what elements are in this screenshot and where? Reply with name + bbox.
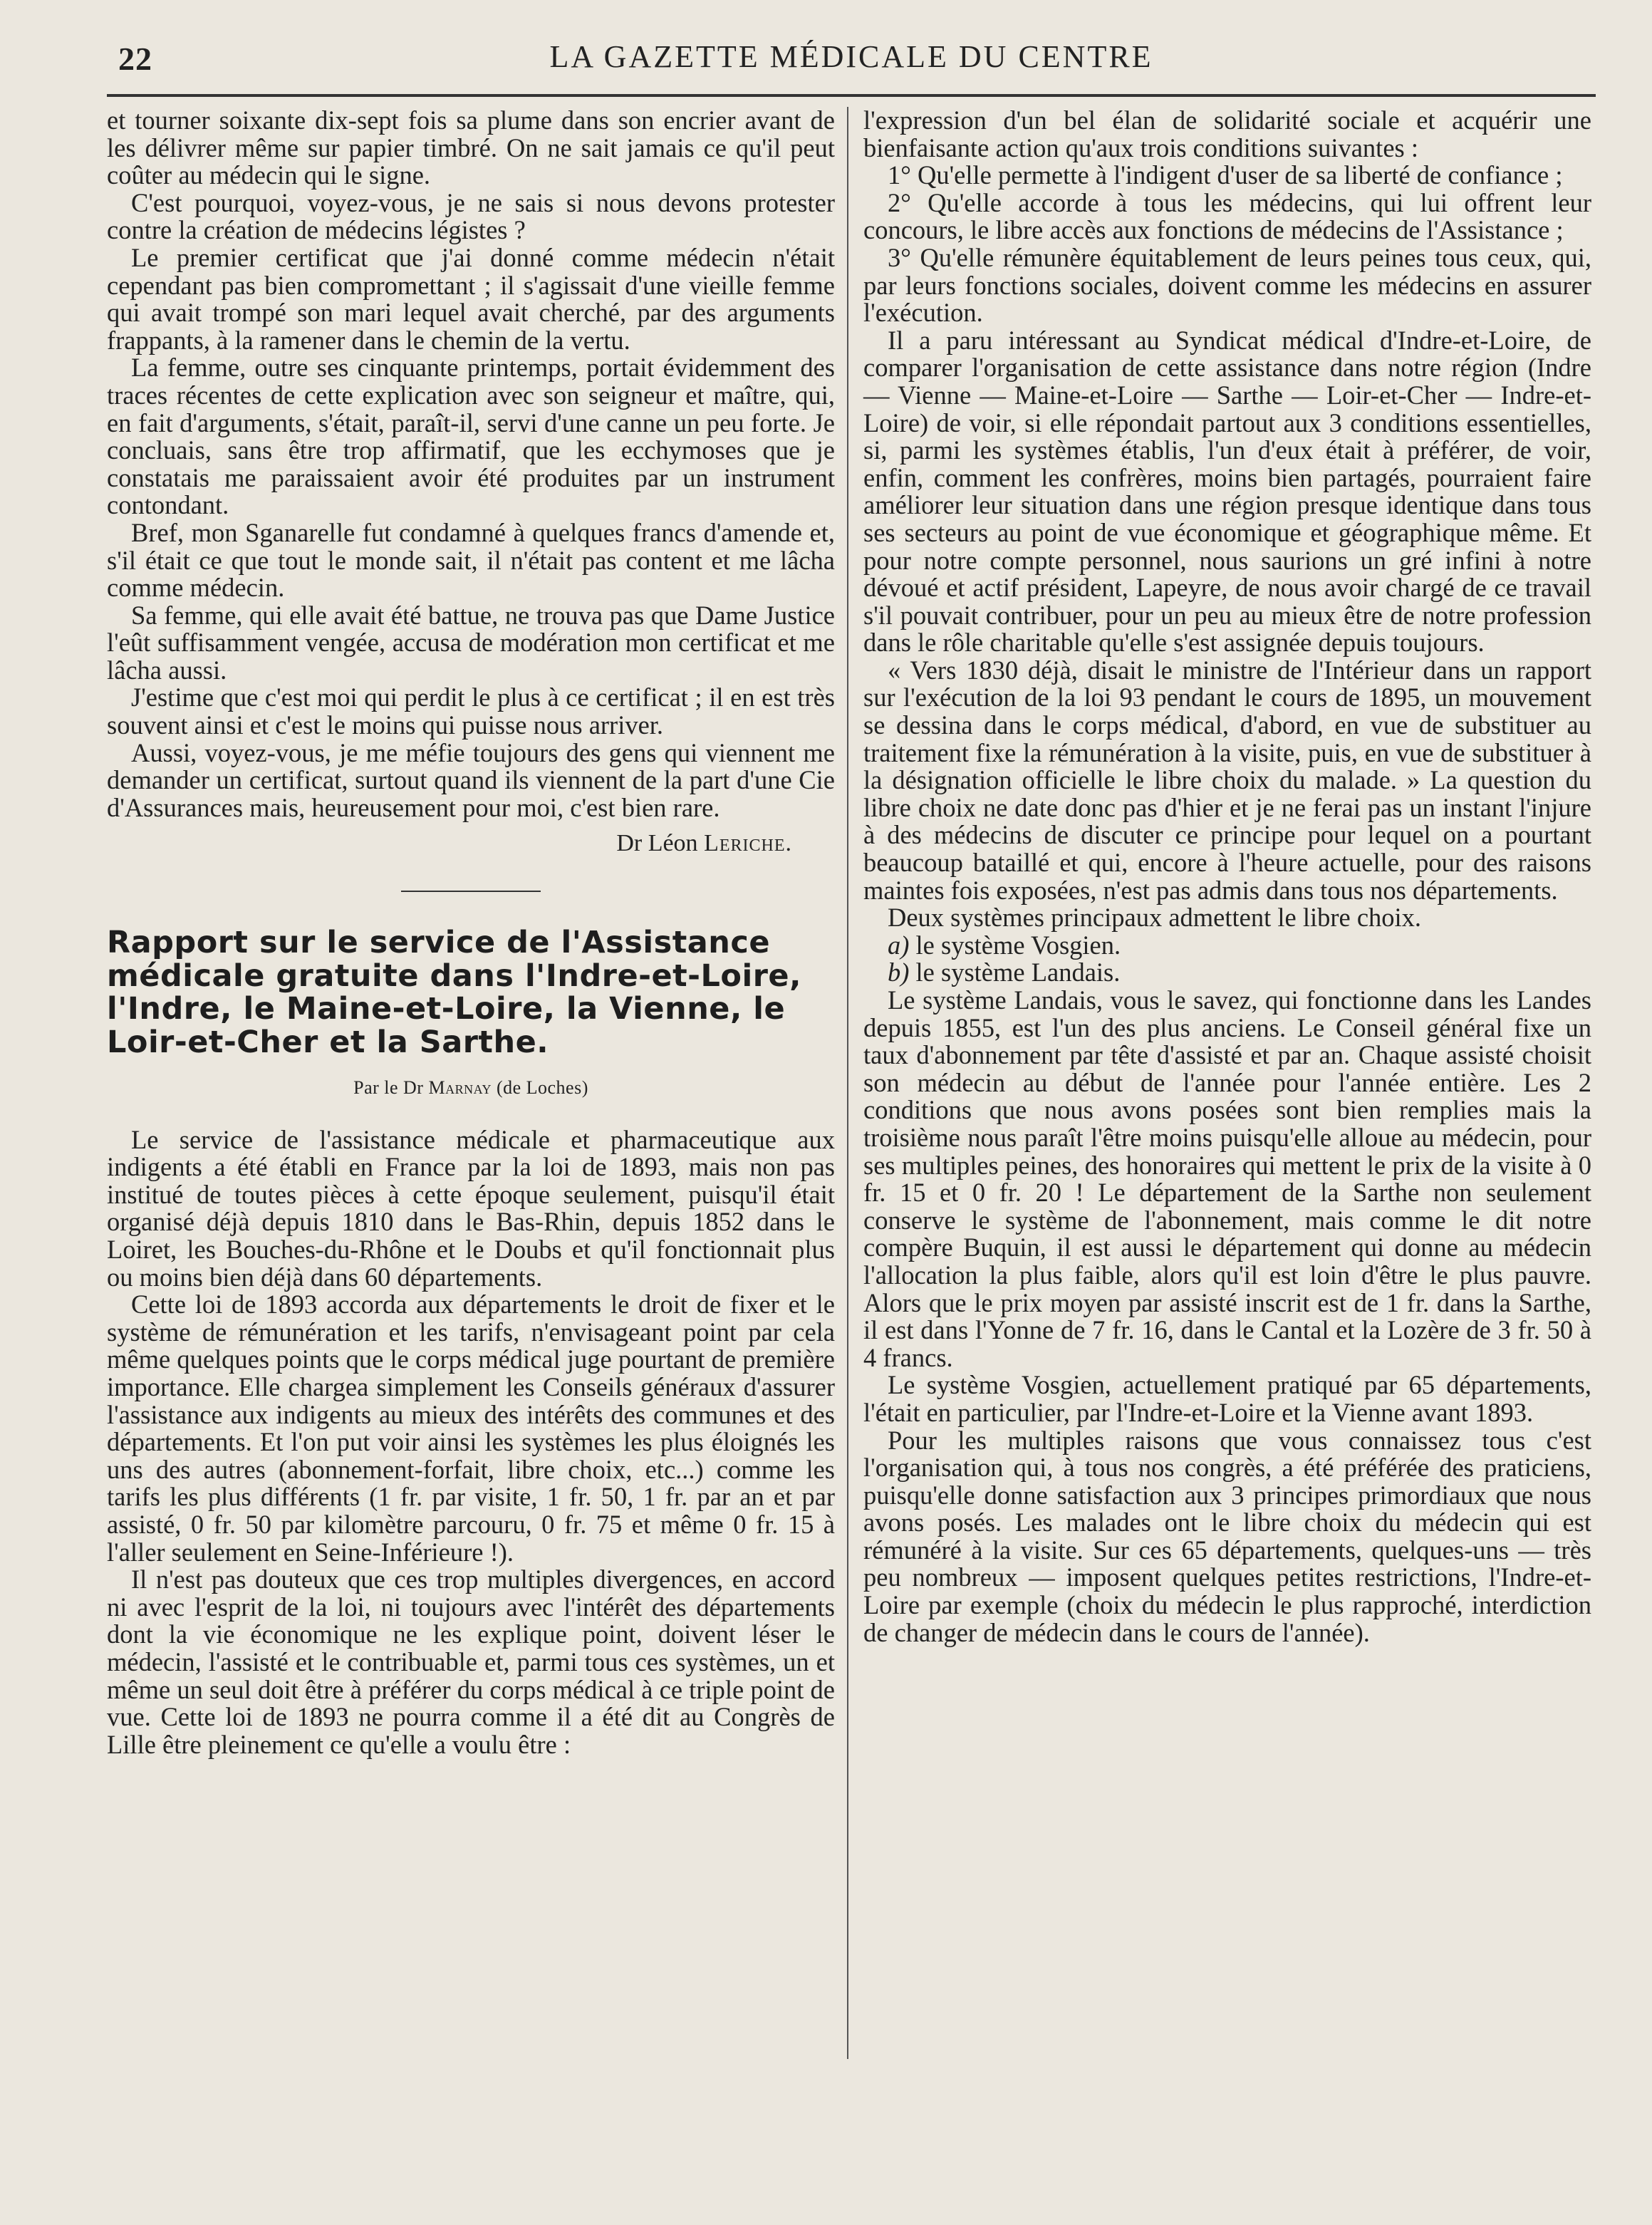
byline-suffix: (de Loches) — [496, 1077, 588, 1099]
paragraph: Le système Vosgien, actuellement pratiqué par 65 départements, l'était en particulier, par l'Indre-et-Loire et la Vienne avant 1893. — [863, 1370, 1591, 1427]
paragraph: J'estime que c'est moi qui perdit le plus à ce certificat ; il en est très souvent ainsi et c'est le moins qui puisse nous arriver. — [107, 683, 835, 740]
list-item — [863, 959, 1591, 987]
paragraph: Cette loi de 1893 accorda aux départements le droit de fixer et le système de rémunération et les tarifs, n'envisageant point par cela même quelques points que le corps médical juge pourtant de première importance. Elle chargea simplement les Conseils généraux d'assurer l'assistance aux indigents au mieux des intérêts des communes et des départements. Et l'on put voir ainsi les systèmes les plus éloignés les uns des autres (abonnement-forfait, libre choix, etc...) comme les tarifs les plus différents (1 fr. par visite, 1 fr. 50, 1 fr. par an et par assisté, 0 fr. 50 par kilomètre parcouru, 0 fr. 75 et même 0 fr. 15 à l'aller seulement en Seine-Inférieure !). — [107, 1290, 835, 1567]
paragraph: C'est pourquoi, voyez-vous, je ne sais si nous devons protester contre la création de médecins légistes ? — [107, 187, 835, 245]
paragraph: Il a paru intéressant au Syndicat médical d'Indre-et-Loire, de comparer l'organisation de cette assistance dans notre région (Indre — Vienne — Maine-et-Loire — Sarthe — Loir-et-Cher — Indre-et-Loire) de voir, si elle répondait partout aux 3 conditions essentielles, si, parmi les systèmes établis, l'un d'eux était à préférer, de voir, enfin, comment les confrères, moins bien partagés, pourraient faire améliorer leur situation dans une région presque identique dans tous ses secteurs au point de vue économique et géographique même. Et pour notre compte personnel, nous saurions un gré infini à notre dévoué et actif président, Lapeyre, de nous avoir chargé de ce travail s'il pouvait contribuer, pour un peu au mieux être de notre profession dans le rôle charitable qu'elle s'est assignée depuis toujours. — [863, 325, 1591, 658]
byline-name: Marnay — [428, 1077, 492, 1099]
paragraph: Deux systèmes principaux admettent le libre choix. — [888, 903, 1422, 933]
paragraph: Le premier certificat que j'ai donné comme médecin n'était cependant pas bien compromettant ; il s'agissait d'une vieille femme qui avait trompé son mari lequel avait cherché, par des arguments frappants, à la ramener dans le chemin de la vertu. — [107, 242, 835, 355]
signature-name: Leriche. — [704, 830, 792, 857]
running-title: LA GAZETTE MÉDICALE DU CENTRE — [549, 39, 1153, 74]
paragraph: Le système Landais, vous le savez, qui fonctionne dans les Landes depuis 1855, est l'un des plus anciens. Le Conseil général fixe un taux d'abonnement par tête d'assisté et par an. Chaque assisté choisit son médecin au début de l'année pour l'année entière. Les 2 conditions que nous avons posées sont bien remplies mais la troisième nous paraît l'être moins puisqu'elle alloue au médecin, pour ses multiples peines, des honoraires qui mettent le prix de la visite à 0 fr. 15 et 0 fr. 20 ! Le département de la Sarthe non seulement conserve le système de l'abonnement, mais comme le dit notre compère Buquin, il est aussi le département qui donne au médecin l'allocation la plus faible, alors qu'il est loin d'être le plus pauvre. Alors que le prix moyen par assisté inscrit est de 1 fr. dans la Sarthe, il est dans l'Yonne de 7 fr. 16, dans le Cantal et la Lozère de 3 fr. 50 à 4 francs. — [863, 985, 1591, 1372]
page-number: 22 — [118, 41, 152, 77]
paragraph: Sa femme, qui elle avait été battue, ne trouva pas que Dame Justice l'eût suffisamment vengée, accusa de modération mon certificat et me lâcha aussi. — [107, 600, 835, 685]
article-byline — [107, 1074, 835, 1102]
byline-prefix: Par le Dr — [353, 1077, 424, 1099]
left-column — [107, 107, 835, 1758]
article-title: Rapport sur le service de l'Assistance médicale gratuite dans l'Indre-et-Loire, l'Indre, le Maine-et-Loire, la Vienne, le Loir-et-Cher et la Sarthe. — [107, 925, 801, 1060]
paragraph: 1° Qu'elle permette à l'indigent d'user de sa liberté de confiance ; — [888, 160, 1563, 190]
paragraph: La femme, outre ses cinquante printemps, portait évidemment des traces récentes de cette explication avec son seigneur et maître, qui, en fait d'arguments, s'était, paraît-il, servi d'une canne un peu forte. Je concluais, sans être trop affirmatif, que les ecchymoses que je constatais me paraissaient avoir été produites par un instrument contondant. — [107, 353, 835, 520]
header-rule — [107, 94, 1596, 97]
article-separator — [401, 891, 541, 892]
paragraph: et tourner soixante dix-sept fois sa plume dans son encrier avant de les délivrer même sur papier timbré. On ne sait jamais ce qu'il peut coûter au médecin qui le signe. — [107, 105, 835, 190]
column-divider — [847, 107, 848, 2059]
paragraph: Bref, mon Sganarelle fut condamné à quelques francs d'amende et, s'il était ce que tout le monde sait, il n'était pas content et me lâcha comme médecin. — [107, 517, 835, 603]
list-text: le système Vosgien. — [915, 930, 1121, 960]
paragraph: 2° Qu'elle accorde à tous les médecins, qui lui offrent leur concours, le libre accès aux fonctions de médecins de l'Assistance ; — [863, 187, 1591, 245]
paragraph: Le service de l'assistance médicale et pharmaceutique aux indigents a été établi en France par la loi de 1893, mais non pas institué de toutes pièces à cette époque seulement, puisqu'il était organisé déjà depuis 1810 dans le Bas-Rhin, depuis 1852 dans le Loiret, les Bouches-du-Rhône et le Doubs et qu'il fonctionnait plus ou moins bien déjà dans 60 départements. — [107, 1124, 835, 1292]
paragraph: Pour les multiples raisons que vous connaissez tous c'est l'organisation qui, à tous nos congrès, a été préférée des praticiens, puisqu'elle donne satisfaction aux 3 principes primordiaux que nous avons posés. Les malades ont le libre choix du médecin qui est rémunéré à la visite. Sur ces 65 départements, quelques-uns — très peu nombreux — imposent quelques petites restrictions, l'Indre-et-Loire par exemple (choix du médecin le plus rapproché, interdiction de changer de médecin dans le cours de l'année). — [863, 1425, 1591, 1647]
page-header — [107, 34, 1596, 84]
author-signature — [107, 830, 835, 858]
list-text: le système Landais. — [915, 958, 1121, 987]
paragraph: l'expression d'un bel élan de solidarité sociale et acquérir une bienfaisante action qu'aux trois conditions suivantes : — [863, 105, 1591, 162]
paragraph: « Vers 1830 déjà, disait le ministre de l'Intérieur dans un rapport sur l'exécution de la loi 93 pendant le cours de 1895, un mouvement se dessina dans le corps médical, d'abord, en vue de substituer au traitement fixe la rémunération à la visite, puis, en vue de substituer à la désignation officielle le libre choix du malade. » La question du libre choix ne date donc pas d'hier et je ne ferai pas un instant l'injure à des médecins de discuter ce principe pour lequel on a pourtant beaucoup bataillé et qui, encore à l'heure actuelle, pour des raisons maintes fois exposées, n'est pas admis dans tous nos départements. — [863, 655, 1591, 905]
right-column — [863, 107, 1591, 1646]
list-marker: b) — [888, 958, 910, 987]
paragraph: 3° Qu'elle rémunère équitablement de leurs peines tous ceux, qui, par leurs fonctions sociales, doivent comme les médecins en assurer l'exécution. — [863, 242, 1591, 328]
signature-prefix: Dr Léon — [616, 830, 698, 857]
list-marker: a) — [888, 930, 910, 960]
list-item — [863, 932, 1591, 960]
paragraph: Il n'est pas douteux que ces trop multiples divergences, en accord ni avec l'esprit de la loi, ni toujours avec l'intérêt des départements dont la vie économique ne les explique point, doivent léser le médecin, l'assisté et le contribuable et, parmi tous ces systèmes, un et même un seul doit être à préférer du corps médical à ce triple point de vue. Cette loi de 1893 ne pourra comme il a été dit au Congrès de Lille être pleinement ce qu'elle a voulu être : — [107, 1565, 835, 1759]
paragraph: Aussi, voyez-vous, je me méfie toujours des gens qui viennent me demander un certificat, surtout quand ils viennent de la part d'une Cie d'Assurances mais, heureusement pour moi, c'est bien rare. — [107, 737, 835, 822]
